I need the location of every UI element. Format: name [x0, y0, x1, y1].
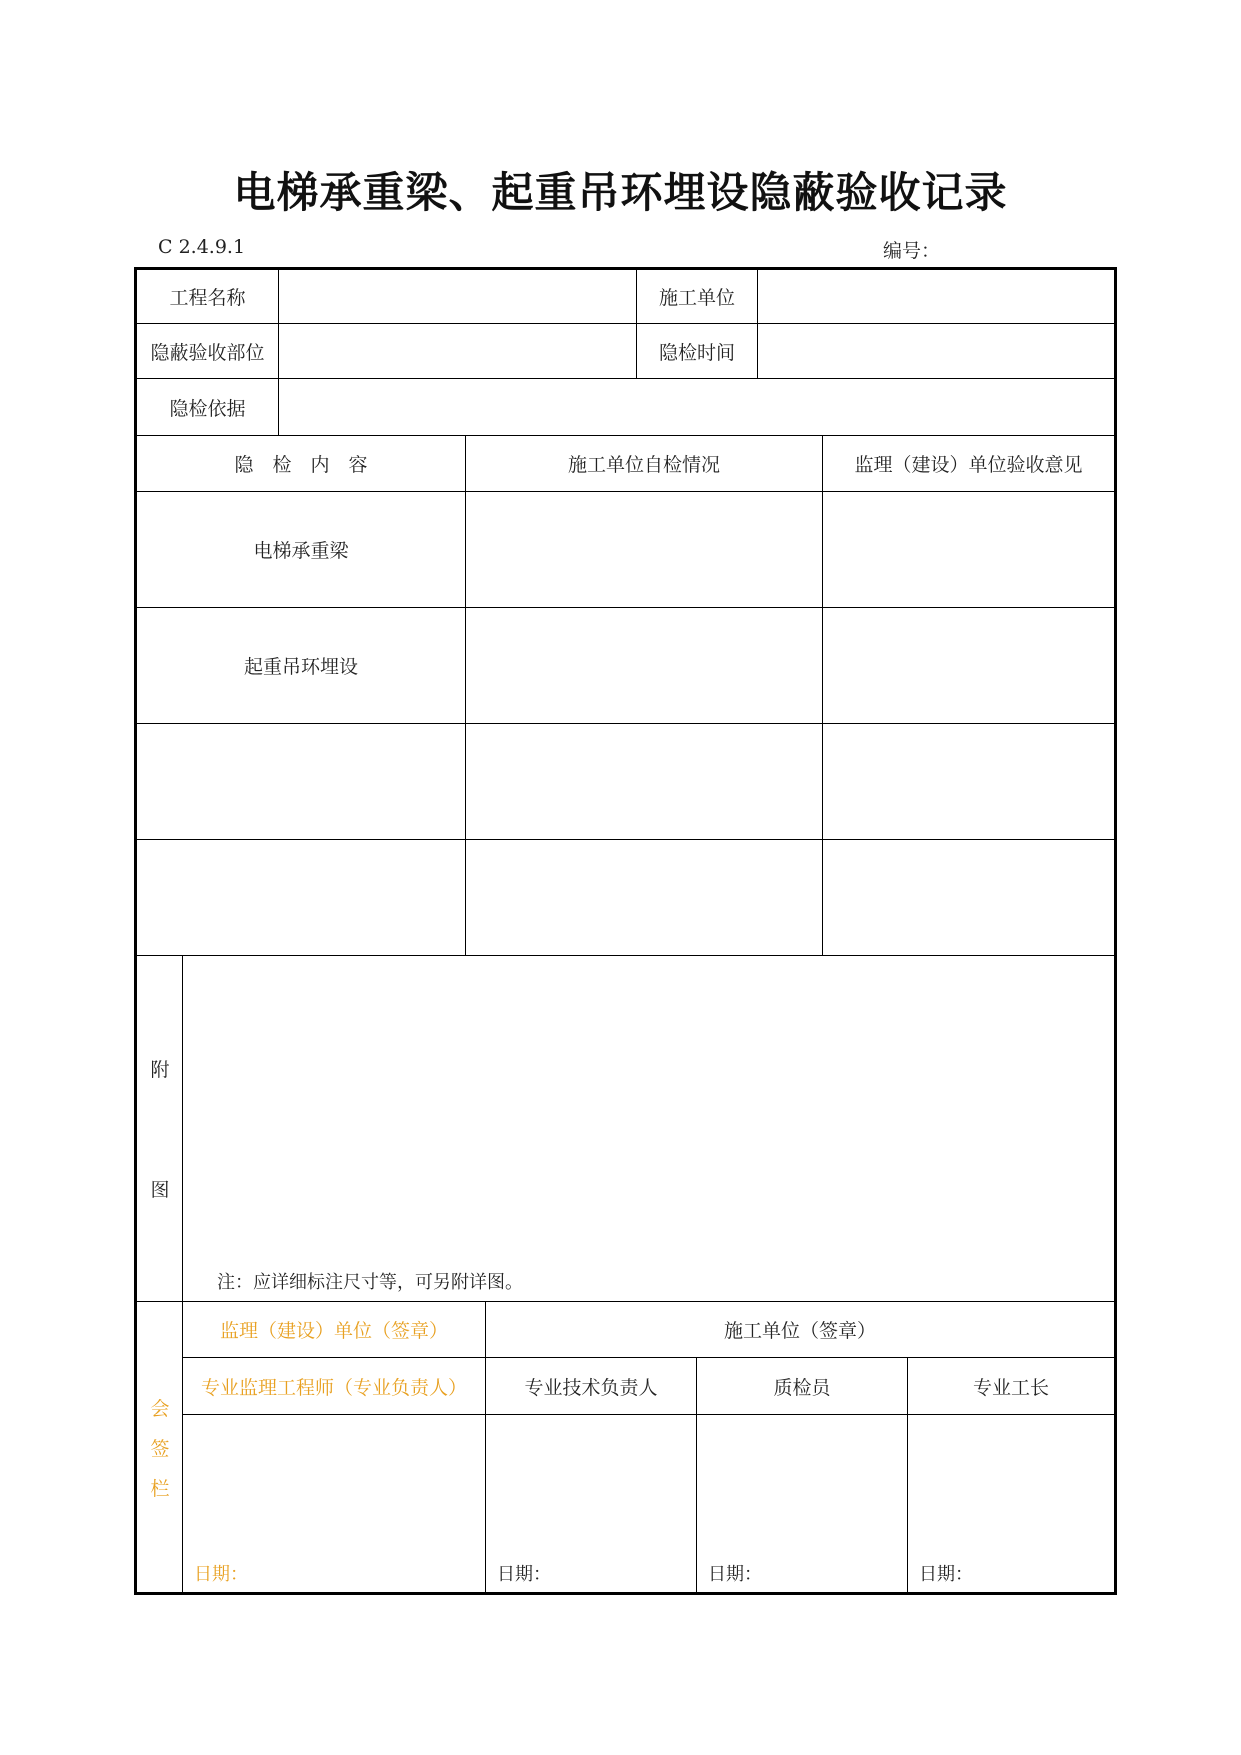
- supervisor-engineer-label: 专业监理工程师（专业负责人）: [200, 1376, 467, 1399]
- tech-lead-label: 专业技术负责人: [524, 1376, 658, 1399]
- column-header-content: 隐 检 内 容: [234, 454, 368, 476]
- project-name-label: 工程名称: [169, 287, 246, 309]
- record-table: [134, 267, 1117, 1595]
- tech-lead-date-label: 日期：: [497, 1564, 551, 1585]
- inspection-basis-label: 隐检依据: [169, 397, 246, 420]
- inspection-basis-value[interactable]: [279, 379, 1114, 435]
- inspection-part-value[interactable]: [279, 324, 636, 378]
- attachment-label-2: 图: [150, 1179, 170, 1201]
- inspection-part-label: 隐蔽验收部位: [150, 341, 265, 364]
- attachment-note: 注：应详细标注尺寸等，可另附详图。: [217, 1272, 523, 1293]
- divider: [822, 435, 823, 955]
- row-item-label: 电梯承重梁: [253, 540, 349, 562]
- row-item-label: [137, 724, 465, 839]
- quality-inspector-label: 质检员: [773, 1376, 831, 1399]
- signoff-label-2: 签: [150, 1438, 170, 1460]
- divider: [182, 1414, 1114, 1415]
- foreman-label: 专业工长: [972, 1376, 1049, 1399]
- signoff-label-3: 栏: [150, 1478, 170, 1500]
- divider: [182, 955, 183, 1592]
- inspection-time-label: 隐检时间: [658, 341, 735, 364]
- supervisor-date-label: 日期：: [194, 1564, 248, 1585]
- quality-inspector-date-label: 日期：: [708, 1564, 762, 1585]
- project-name-value[interactable]: [279, 270, 636, 323]
- column-header-self-check: 施工单位自检情况: [567, 454, 720, 476]
- page-title: 电梯承重梁、起重吊环埋设隐蔽验收记录: [233, 168, 1008, 217]
- divider: [137, 955, 1114, 956]
- row-item-label: 起重吊环埋设: [243, 656, 358, 678]
- signoff-label-1: 会: [150, 1398, 170, 1420]
- construction-unit-value[interactable]: [758, 270, 1114, 323]
- serial-number-label: 编号：: [883, 240, 941, 262]
- supervisor-unit-seal-label: 监理（建设）单位（签章）: [219, 1320, 448, 1342]
- inspection-time-value[interactable]: [758, 324, 1114, 378]
- row-item-label: [137, 840, 465, 955]
- divider: [465, 435, 466, 955]
- foreman-date-label: 日期：: [919, 1564, 973, 1585]
- column-header-supervisor-opinion: 监理（建设）单位验收意见: [854, 454, 1083, 476]
- construction-unit-seal-label: 施工单位（签章）: [723, 1320, 876, 1342]
- construction-unit-label: 施工单位: [658, 287, 735, 309]
- attachment-label-1: 附: [150, 1059, 170, 1081]
- form-code: C 2.4.9.1: [158, 236, 246, 258]
